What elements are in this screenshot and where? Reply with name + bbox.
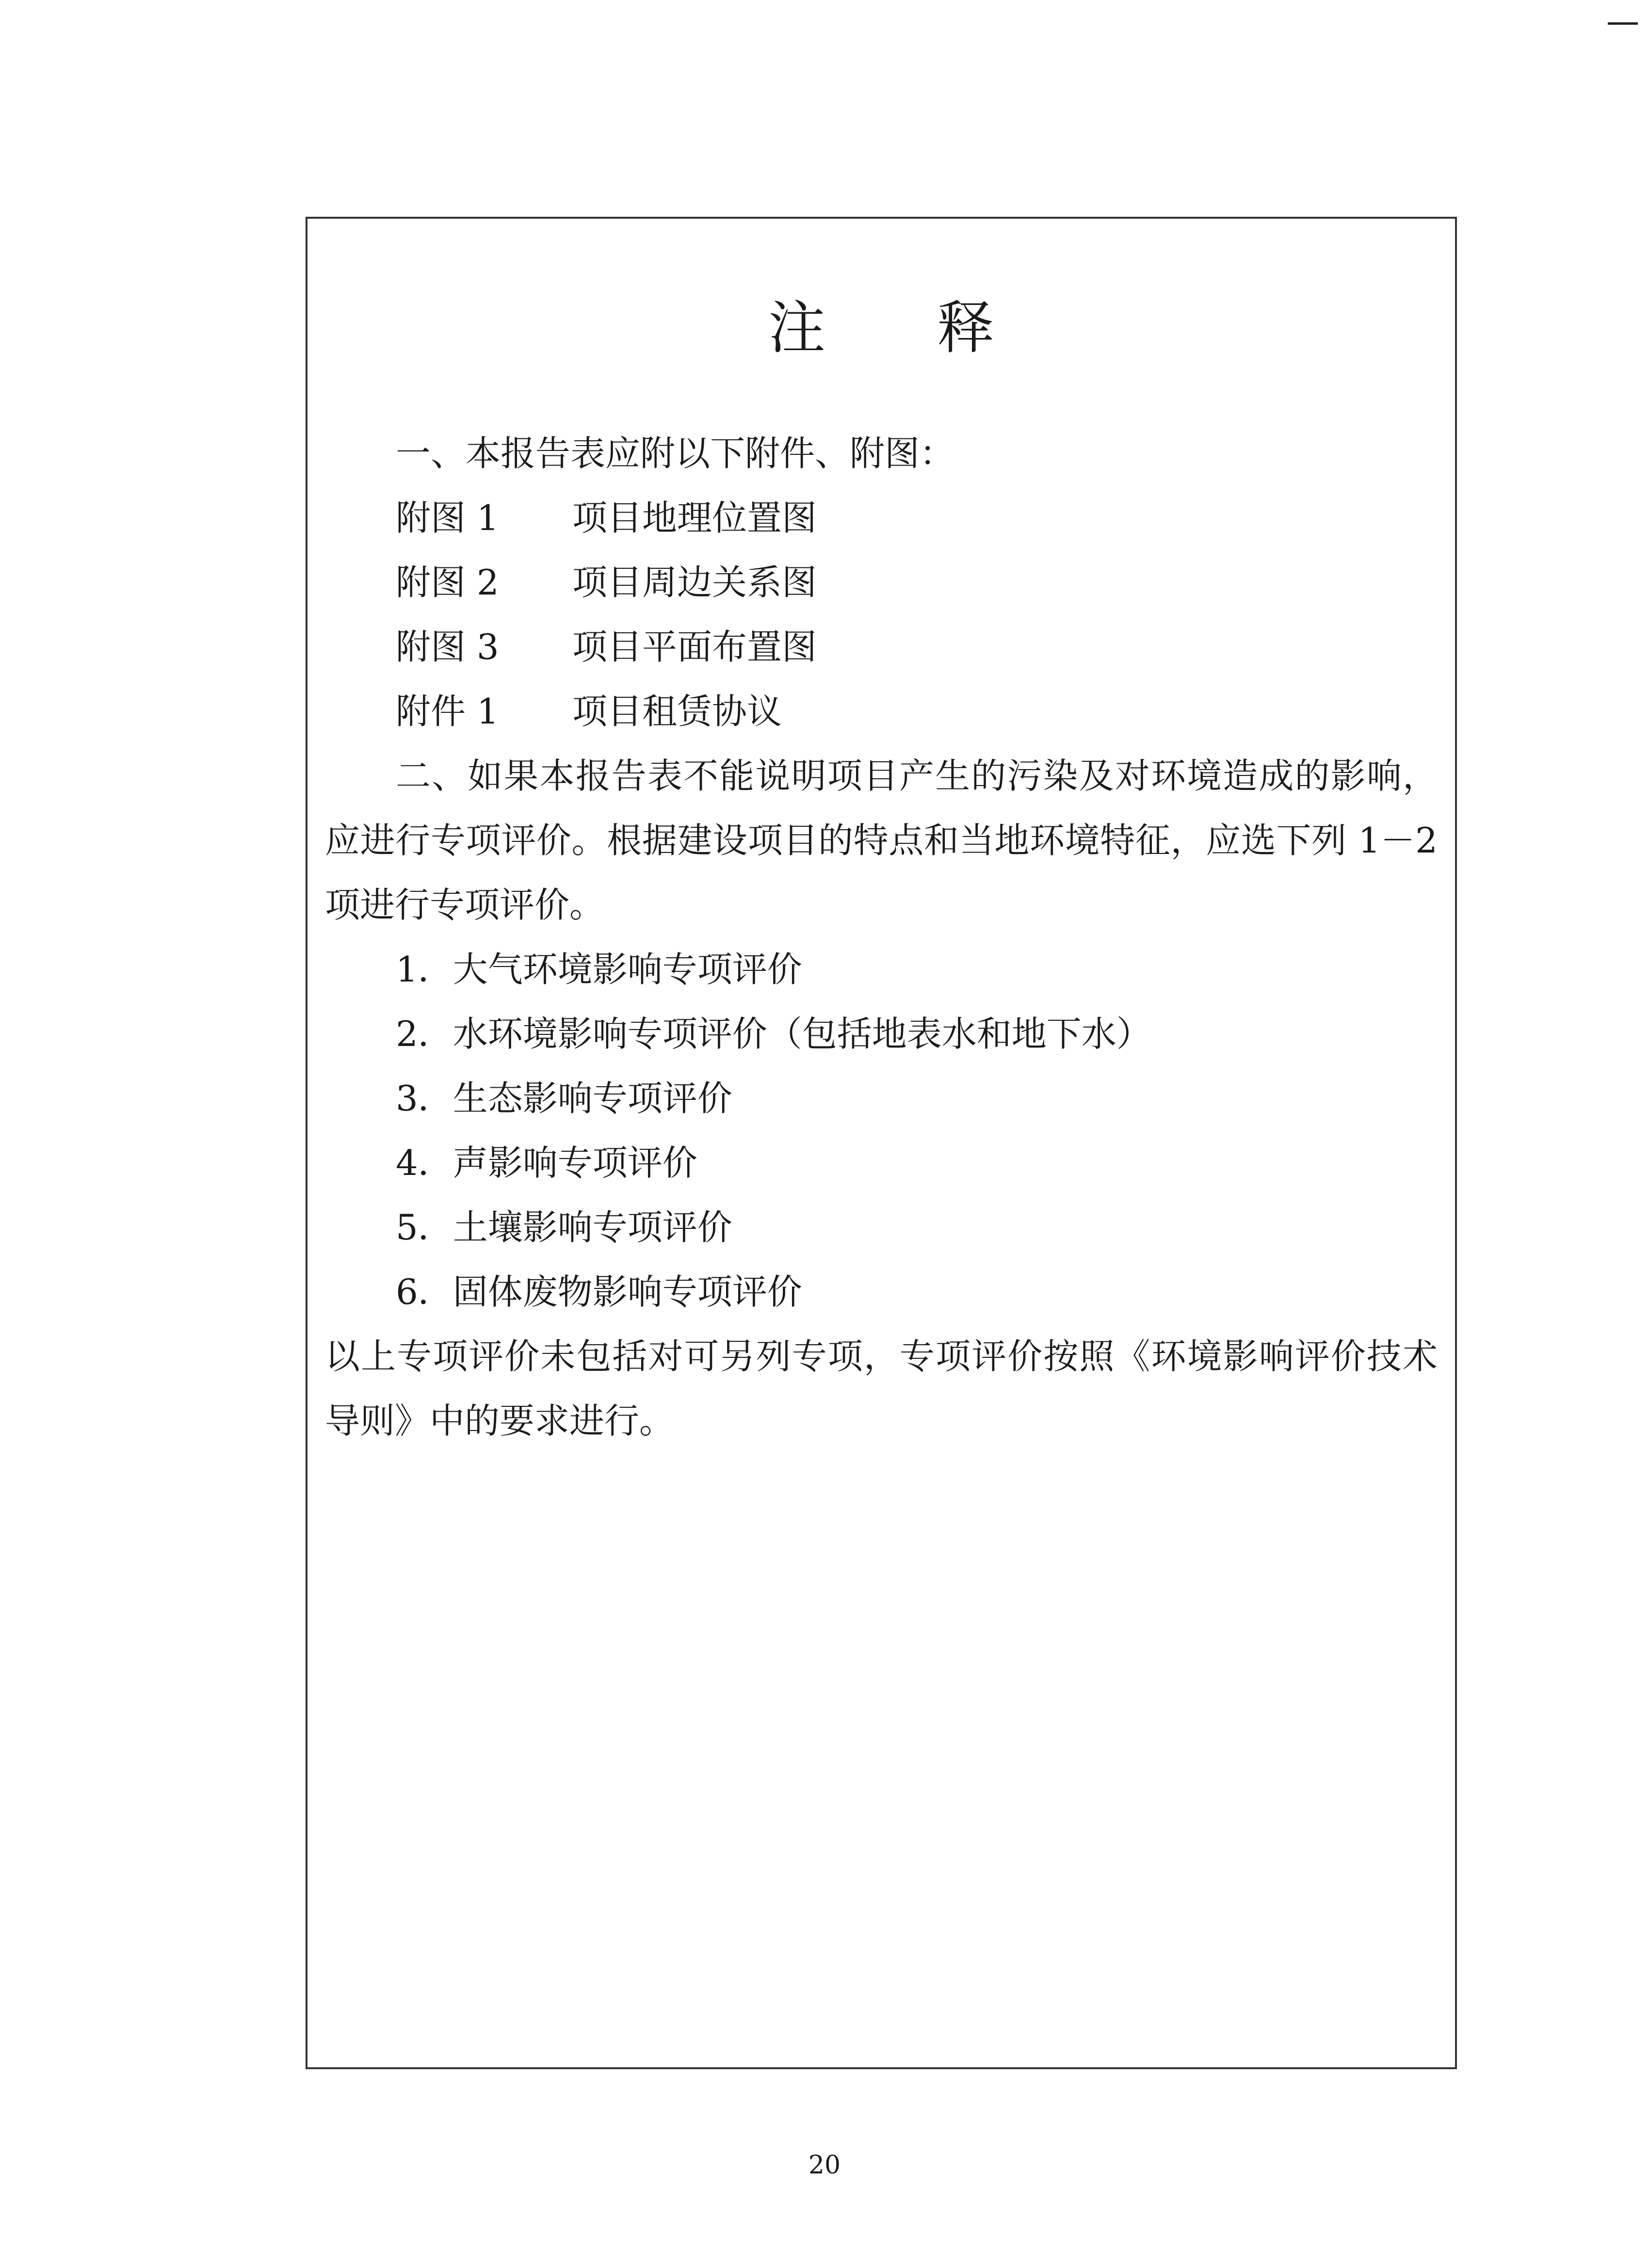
attachment-item [325,679,1438,744]
closing-paragraph: 以上专项评价未包括对可另列专项，专项评价按照《环境影响评价技术导则》中的要求进行。 [325,1336,1438,1441]
section1-heading: 一、本报告表应附以下附件、附图： [396,433,955,474]
assessment-item: 1．大气环境影响专项评价 [396,949,802,990]
attachment-item [325,486,1438,550]
attachment-label: 附件 1 [396,691,499,732]
section2-paragraph: 二、如果本报告表不能说明项目产生的污染及对环境造成的影响，应进行专项评价。根据建设项目的特点和当地环境特征，应选下列 1－2 项进行专项评价。 [325,756,1438,925]
attachment-text: 项目地理位置图 [572,498,817,538]
attachment-label: 附图 1 [396,498,499,538]
attachment-item [325,615,1438,679]
scan-corner-mark [1608,22,1638,25]
assessment-item: 4．声影响专项评价 [396,1142,697,1183]
title-char-1: 注 [768,294,825,361]
page-number-text: 20 [808,2151,841,2180]
attachment-label: 附图 2 [396,562,499,603]
title-char-2: 释 [937,294,995,361]
assessment-item: 5．土壤影响专项评价 [396,1207,732,1248]
assessment-item: 2．水环境影响专项评价（包括地表水和地下水） [396,1013,1151,1054]
notes-content [325,421,1438,1453]
attachment-label: 附图 3 [396,627,499,667]
page-title [307,294,1455,362]
assessment-item: 3．生态影响专项评价 [396,1078,732,1119]
notes-frame [306,217,1457,2069]
attachment-text: 项目平面布置图 [572,627,817,667]
attachment-text: 项目周边关系图 [572,562,817,603]
attachment-text: 项目租赁协议 [572,691,782,732]
page-number [0,2151,1649,2180]
attachment-item [325,550,1438,615]
assessment-item: 6．固体废物影响专项评价 [396,1271,802,1312]
